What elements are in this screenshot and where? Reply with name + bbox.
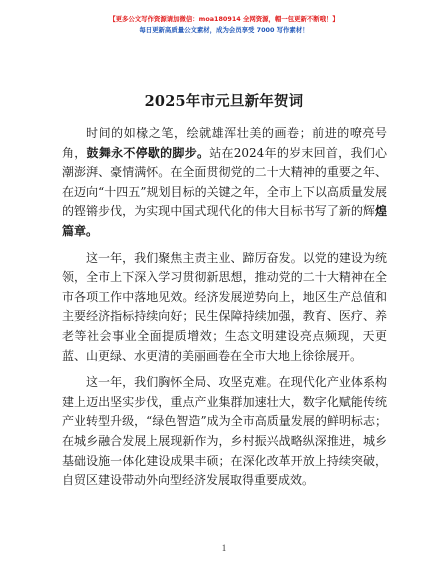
paragraph-bold-text: 鼓舞永不停歇的脚步。 — [86, 145, 210, 160]
promo-banner-line-1: 【更多公文写作资源请加微信：moa180914 全网资源，帽一包更新不断哦！】 — [109, 15, 339, 23]
paragraph-bold-text: 煌篇章。 — [62, 204, 387, 238]
paragraph-text: 时间的如椽之笔，绘就雄浑壮美的画卷；前进的嘹亮号角， — [62, 126, 387, 160]
body-paragraph — [62, 249, 387, 367]
body-paragraph — [62, 124, 387, 242]
paragraph-text: 这一年，我们胸怀全局、攻坚克难。在现代化产业体系构建上迈出坚实步伐，重点产业集群加速壮大，数字化赋能传统产业转型升级，“绿色智造”成为全市高质量发展的鲜明标志；在城乡融合发展上展现新作为，乡村振兴战略纵深推进，城乡基础设施一体化建设成果丰硕；在深化改革开放上持续突破，自贸区建设带动外向型经济发展取得重要成效。 — [62, 375, 387, 488]
document-body — [62, 124, 387, 491]
document-title: 2025年市元旦新年贺词 — [144, 93, 304, 110]
paragraph-text: 站在2024年的岁末回首，我们心潮澎湃、豪情满怀。在全面贯彻党的二十大精神的重要之年、在迈向“十四五”规划目标的关键之年，全市上下以高质量发展的铿锵步伐，为实现中国式现代化的伟大目标书写了新的辉 — [62, 145, 387, 219]
page-number: 1 — [221, 543, 227, 553]
paragraph-text: 这一年，我们聚焦主责主业、蹄厉奋发。以党的建设为统领，全市上下深入学习贯彻新思想，推动党的二十大精神在全市各项工作中落地见效。经济发展逆势向上，地区生产总值和主要经济指标持续向好；民生保障持续加强，教育、医疗、养老等社会事业全面提质增效；生态文明建设亮点频现，天更蓝、山更绿、水更清的美丽画卷在全市大地上徐徐展开。 — [62, 250, 387, 363]
promo-banner-line-2: 每日更新高质量公文素材，成为会员享受 7000 写作素材！ — [139, 26, 309, 34]
body-paragraph — [62, 373, 387, 491]
promo-banner — [0, 14, 448, 36]
